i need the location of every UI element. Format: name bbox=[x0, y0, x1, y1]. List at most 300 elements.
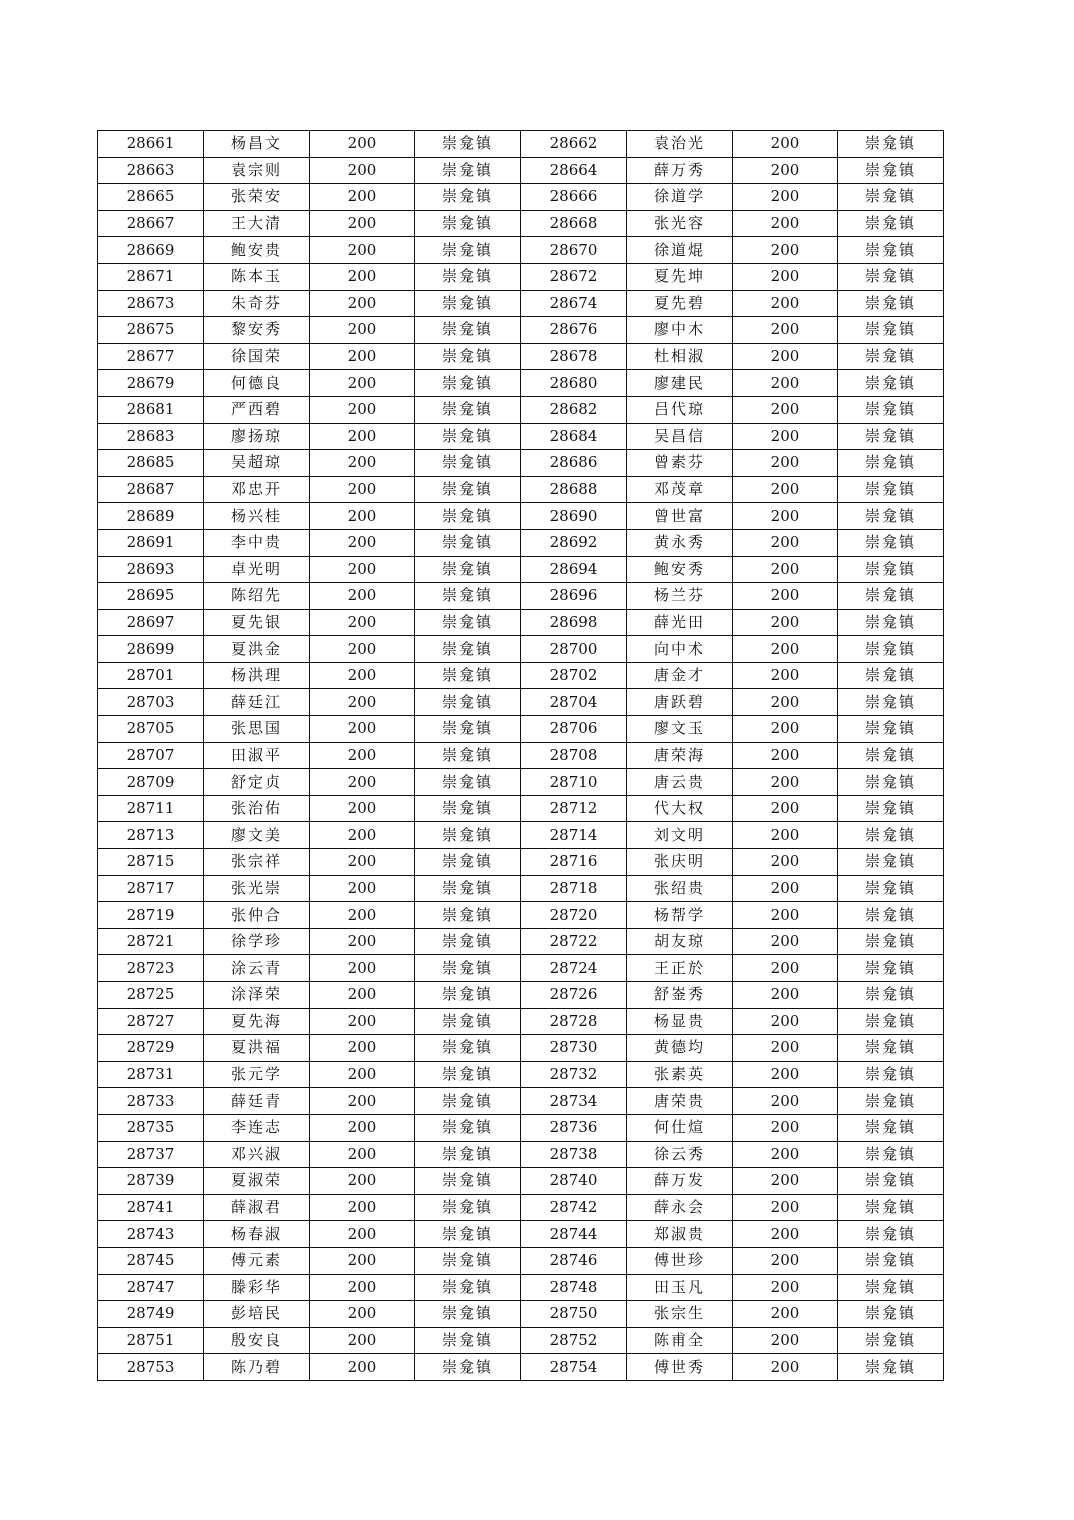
amount-cell: 200 bbox=[310, 928, 415, 955]
table-row bbox=[98, 662, 944, 689]
serial-number-cell: 28752 bbox=[521, 1327, 627, 1354]
name-cell: 吴昌信 bbox=[627, 423, 733, 450]
town-cell: 崇龛镇 bbox=[838, 1301, 944, 1328]
serial-number-cell: 28719 bbox=[98, 902, 204, 929]
name-cell: 杜相淑 bbox=[627, 343, 733, 370]
amount-cell: 200 bbox=[310, 1327, 415, 1354]
amount-cell: 200 bbox=[310, 1035, 415, 1062]
town-cell: 崇龛镇 bbox=[838, 928, 944, 955]
name-cell: 夏先坤 bbox=[627, 263, 733, 290]
town-cell: 崇龛镇 bbox=[838, 1088, 944, 1115]
name-cell: 廖文美 bbox=[204, 822, 310, 849]
name-cell: 张庆明 bbox=[627, 849, 733, 876]
amount-cell: 200 bbox=[733, 503, 838, 530]
amount-cell: 200 bbox=[310, 131, 415, 158]
name-cell: 薛万发 bbox=[627, 1168, 733, 1195]
amount-cell: 200 bbox=[733, 237, 838, 264]
name-cell: 黄德均 bbox=[627, 1035, 733, 1062]
town-cell: 崇龛镇 bbox=[415, 210, 521, 237]
amount-cell: 200 bbox=[733, 716, 838, 743]
amount-cell: 200 bbox=[310, 609, 415, 636]
name-cell: 李连志 bbox=[204, 1114, 310, 1141]
serial-number-cell: 28709 bbox=[98, 769, 204, 796]
amount-cell: 200 bbox=[310, 237, 415, 264]
serial-number-cell: 28737 bbox=[98, 1141, 204, 1168]
table-row bbox=[98, 689, 944, 716]
amount-cell: 200 bbox=[310, 849, 415, 876]
serial-number-cell: 28677 bbox=[98, 343, 204, 370]
amount-cell: 200 bbox=[310, 902, 415, 929]
name-cell: 舒崟秀 bbox=[627, 982, 733, 1009]
serial-number-cell: 28718 bbox=[521, 875, 627, 902]
amount-cell: 200 bbox=[733, 662, 838, 689]
serial-number-cell: 28754 bbox=[521, 1354, 627, 1381]
town-cell: 崇龛镇 bbox=[838, 662, 944, 689]
amount-cell: 200 bbox=[733, 1008, 838, 1035]
town-cell: 崇龛镇 bbox=[838, 317, 944, 344]
serial-number-cell: 28741 bbox=[98, 1194, 204, 1221]
town-cell: 崇龛镇 bbox=[415, 450, 521, 477]
serial-number-cell: 28707 bbox=[98, 742, 204, 769]
name-cell: 夏洪福 bbox=[204, 1035, 310, 1062]
town-cell: 崇龛镇 bbox=[838, 290, 944, 317]
serial-number-cell: 28745 bbox=[98, 1247, 204, 1274]
serial-number-cell: 28661 bbox=[98, 131, 204, 158]
amount-cell: 200 bbox=[733, 184, 838, 211]
town-cell: 崇龛镇 bbox=[415, 1327, 521, 1354]
amount-cell: 200 bbox=[310, 875, 415, 902]
serial-number-cell: 28731 bbox=[98, 1061, 204, 1088]
name-cell: 唐荣贵 bbox=[627, 1088, 733, 1115]
amount-cell: 200 bbox=[733, 476, 838, 503]
name-cell: 薛淑君 bbox=[204, 1194, 310, 1221]
town-cell: 崇龛镇 bbox=[838, 955, 944, 982]
serial-number-cell: 28668 bbox=[521, 210, 627, 237]
name-cell: 涂泽荣 bbox=[204, 982, 310, 1009]
amount-cell: 200 bbox=[733, 450, 838, 477]
serial-number-cell: 28675 bbox=[98, 317, 204, 344]
serial-number-cell: 28750 bbox=[521, 1301, 627, 1328]
amount-cell: 200 bbox=[733, 928, 838, 955]
amount-cell: 200 bbox=[310, 1194, 415, 1221]
name-cell: 向中术 bbox=[627, 636, 733, 663]
amount-cell: 200 bbox=[310, 317, 415, 344]
serial-number-cell: 28702 bbox=[521, 662, 627, 689]
serial-number-cell: 28714 bbox=[521, 822, 627, 849]
town-cell: 崇龛镇 bbox=[415, 503, 521, 530]
town-cell: 崇龛镇 bbox=[415, 396, 521, 423]
table-row bbox=[98, 210, 944, 237]
town-cell: 崇龛镇 bbox=[415, 317, 521, 344]
name-cell: 代大权 bbox=[627, 795, 733, 822]
table-row bbox=[98, 583, 944, 610]
table-row bbox=[98, 822, 944, 849]
name-cell: 夏先碧 bbox=[627, 290, 733, 317]
name-cell: 薛廷江 bbox=[204, 689, 310, 716]
serial-number-cell: 28725 bbox=[98, 982, 204, 1009]
amount-cell: 200 bbox=[310, 503, 415, 530]
name-cell: 张绍贵 bbox=[627, 875, 733, 902]
serial-number-cell: 28732 bbox=[521, 1061, 627, 1088]
name-cell: 张素英 bbox=[627, 1061, 733, 1088]
amount-cell: 200 bbox=[310, 769, 415, 796]
town-cell: 崇龛镇 bbox=[838, 1061, 944, 1088]
amount-cell: 200 bbox=[310, 1141, 415, 1168]
amount-cell: 200 bbox=[310, 1088, 415, 1115]
serial-number-cell: 28681 bbox=[98, 396, 204, 423]
town-cell: 崇龛镇 bbox=[415, 849, 521, 876]
town-cell: 崇龛镇 bbox=[415, 1061, 521, 1088]
name-cell: 徐云秀 bbox=[627, 1141, 733, 1168]
name-cell: 张思国 bbox=[204, 716, 310, 743]
amount-cell: 200 bbox=[733, 210, 838, 237]
serial-number-cell: 28664 bbox=[521, 157, 627, 184]
town-cell: 崇龛镇 bbox=[838, 716, 944, 743]
name-cell: 薛光田 bbox=[627, 609, 733, 636]
town-cell: 崇龛镇 bbox=[838, 1327, 944, 1354]
serial-number-cell: 28710 bbox=[521, 769, 627, 796]
town-cell: 崇龛镇 bbox=[415, 1247, 521, 1274]
table-row bbox=[98, 450, 944, 477]
name-cell: 张治佑 bbox=[204, 795, 310, 822]
serial-number-cell: 28721 bbox=[98, 928, 204, 955]
serial-number-cell: 28686 bbox=[521, 450, 627, 477]
table-row bbox=[98, 1194, 944, 1221]
amount-cell: 200 bbox=[733, 982, 838, 1009]
town-cell: 崇龛镇 bbox=[415, 343, 521, 370]
amount-cell: 200 bbox=[733, 1061, 838, 1088]
table-row bbox=[98, 1061, 944, 1088]
town-cell: 崇龛镇 bbox=[415, 1114, 521, 1141]
amount-cell: 200 bbox=[733, 609, 838, 636]
table-row bbox=[98, 1168, 944, 1195]
town-cell: 崇龛镇 bbox=[415, 636, 521, 663]
amount-cell: 200 bbox=[733, 263, 838, 290]
amount-cell: 200 bbox=[733, 556, 838, 583]
serial-number-cell: 28679 bbox=[98, 370, 204, 397]
amount-cell: 200 bbox=[733, 423, 838, 450]
amount-cell: 200 bbox=[733, 1035, 838, 1062]
town-cell: 崇龛镇 bbox=[415, 1035, 521, 1062]
town-cell: 崇龛镇 bbox=[838, 476, 944, 503]
town-cell: 崇龛镇 bbox=[838, 795, 944, 822]
serial-number-cell: 28701 bbox=[98, 662, 204, 689]
table-row bbox=[98, 263, 944, 290]
serial-number-cell: 28738 bbox=[521, 1141, 627, 1168]
name-cell: 夏先银 bbox=[204, 609, 310, 636]
amount-cell: 200 bbox=[310, 955, 415, 982]
serial-number-cell: 28670 bbox=[521, 237, 627, 264]
serial-number-cell: 28678 bbox=[521, 343, 627, 370]
amount-cell: 200 bbox=[733, 1327, 838, 1354]
serial-number-cell: 28715 bbox=[98, 849, 204, 876]
name-cell: 徐国荣 bbox=[204, 343, 310, 370]
town-cell: 崇龛镇 bbox=[838, 1008, 944, 1035]
town-cell: 崇龛镇 bbox=[415, 662, 521, 689]
table-row bbox=[98, 157, 944, 184]
serial-number-cell: 28733 bbox=[98, 1088, 204, 1115]
town-cell: 崇龛镇 bbox=[415, 1274, 521, 1301]
serial-number-cell: 28723 bbox=[98, 955, 204, 982]
serial-number-cell: 28730 bbox=[521, 1035, 627, 1062]
serial-number-cell: 28680 bbox=[521, 370, 627, 397]
name-cell: 胡友琼 bbox=[627, 928, 733, 955]
amount-cell: 200 bbox=[733, 1354, 838, 1381]
serial-number-cell: 28690 bbox=[521, 503, 627, 530]
amount-cell: 200 bbox=[310, 396, 415, 423]
town-cell: 崇龛镇 bbox=[415, 556, 521, 583]
town-cell: 崇龛镇 bbox=[838, 210, 944, 237]
town-cell: 崇龛镇 bbox=[838, 1194, 944, 1221]
name-cell: 杨昌文 bbox=[204, 131, 310, 158]
name-cell: 夏先海 bbox=[204, 1008, 310, 1035]
serial-number-cell: 28667 bbox=[98, 210, 204, 237]
name-cell: 唐跃碧 bbox=[627, 689, 733, 716]
town-cell: 崇龛镇 bbox=[838, 636, 944, 663]
serial-number-cell: 28671 bbox=[98, 263, 204, 290]
amount-cell: 200 bbox=[310, 822, 415, 849]
name-cell: 徐道学 bbox=[627, 184, 733, 211]
town-cell: 崇龛镇 bbox=[415, 609, 521, 636]
amount-cell: 200 bbox=[733, 1114, 838, 1141]
amount-cell: 200 bbox=[733, 1301, 838, 1328]
town-cell: 崇龛镇 bbox=[415, 955, 521, 982]
amount-cell: 200 bbox=[733, 1141, 838, 1168]
town-cell: 崇龛镇 bbox=[838, 450, 944, 477]
table-body bbox=[98, 131, 944, 1381]
amount-cell: 200 bbox=[733, 131, 838, 158]
serial-number-cell: 28673 bbox=[98, 290, 204, 317]
name-cell: 陈乃碧 bbox=[204, 1354, 310, 1381]
name-cell: 吴超琼 bbox=[204, 450, 310, 477]
town-cell: 崇龛镇 bbox=[838, 1114, 944, 1141]
serial-number-cell: 28747 bbox=[98, 1274, 204, 1301]
name-cell: 夏洪金 bbox=[204, 636, 310, 663]
amount-cell: 200 bbox=[310, 476, 415, 503]
serial-number-cell: 28696 bbox=[521, 583, 627, 610]
town-cell: 崇龛镇 bbox=[838, 131, 944, 158]
town-cell: 崇龛镇 bbox=[415, 237, 521, 264]
name-cell: 朱奇芬 bbox=[204, 290, 310, 317]
serial-number-cell: 28711 bbox=[98, 795, 204, 822]
serial-number-cell: 28666 bbox=[521, 184, 627, 211]
amount-cell: 200 bbox=[310, 982, 415, 1009]
serial-number-cell: 28705 bbox=[98, 716, 204, 743]
amount-cell: 200 bbox=[733, 689, 838, 716]
table-row bbox=[98, 529, 944, 556]
table-row bbox=[98, 503, 944, 530]
amount-cell: 200 bbox=[733, 822, 838, 849]
table-row bbox=[98, 902, 944, 929]
serial-number-cell: 28700 bbox=[521, 636, 627, 663]
name-cell: 王大清 bbox=[204, 210, 310, 237]
town-cell: 崇龛镇 bbox=[415, 1141, 521, 1168]
name-cell: 邓茂章 bbox=[627, 476, 733, 503]
table-row bbox=[98, 928, 944, 955]
serial-number-cell: 28729 bbox=[98, 1035, 204, 1062]
town-cell: 崇龛镇 bbox=[838, 902, 944, 929]
town-cell: 崇龛镇 bbox=[838, 982, 944, 1009]
table-row bbox=[98, 1327, 944, 1354]
table-row bbox=[98, 396, 944, 423]
table-row bbox=[98, 1088, 944, 1115]
town-cell: 崇龛镇 bbox=[415, 875, 521, 902]
table-row bbox=[98, 1247, 944, 1274]
amount-cell: 200 bbox=[733, 955, 838, 982]
town-cell: 崇龛镇 bbox=[415, 1168, 521, 1195]
table-row bbox=[98, 769, 944, 796]
table-row bbox=[98, 636, 944, 663]
town-cell: 崇龛镇 bbox=[415, 982, 521, 1009]
town-cell: 崇龛镇 bbox=[415, 689, 521, 716]
town-cell: 崇龛镇 bbox=[838, 609, 944, 636]
town-cell: 崇龛镇 bbox=[838, 370, 944, 397]
serial-number-cell: 28708 bbox=[521, 742, 627, 769]
town-cell: 崇龛镇 bbox=[838, 1168, 944, 1195]
serial-number-cell: 28717 bbox=[98, 875, 204, 902]
name-cell: 田淑平 bbox=[204, 742, 310, 769]
town-cell: 崇龛镇 bbox=[415, 822, 521, 849]
town-cell: 崇龛镇 bbox=[415, 1221, 521, 1248]
name-cell: 杨洪理 bbox=[204, 662, 310, 689]
town-cell: 崇龛镇 bbox=[838, 769, 944, 796]
amount-cell: 200 bbox=[733, 317, 838, 344]
table-row bbox=[98, 343, 944, 370]
table-row bbox=[98, 955, 944, 982]
serial-number-cell: 28687 bbox=[98, 476, 204, 503]
name-cell: 郑淑贵 bbox=[627, 1221, 733, 1248]
town-cell: 崇龛镇 bbox=[838, 822, 944, 849]
amount-cell: 200 bbox=[310, 290, 415, 317]
serial-number-cell: 28728 bbox=[521, 1008, 627, 1035]
amount-cell: 200 bbox=[733, 742, 838, 769]
table-row bbox=[98, 370, 944, 397]
serial-number-cell: 28665 bbox=[98, 184, 204, 211]
serial-number-cell: 28713 bbox=[98, 822, 204, 849]
town-cell: 崇龛镇 bbox=[838, 263, 944, 290]
name-cell: 傅元素 bbox=[204, 1247, 310, 1274]
name-cell: 张光容 bbox=[627, 210, 733, 237]
table-row bbox=[98, 1354, 944, 1381]
serial-number-cell: 28676 bbox=[521, 317, 627, 344]
name-cell: 刘文明 bbox=[627, 822, 733, 849]
amount-cell: 200 bbox=[733, 875, 838, 902]
serial-number-cell: 28748 bbox=[521, 1274, 627, 1301]
amount-cell: 200 bbox=[310, 423, 415, 450]
town-cell: 崇龛镇 bbox=[838, 1247, 944, 1274]
amount-cell: 200 bbox=[310, 1354, 415, 1381]
amount-cell: 200 bbox=[733, 529, 838, 556]
amount-cell: 200 bbox=[733, 1194, 838, 1221]
amount-cell: 200 bbox=[310, 157, 415, 184]
name-cell: 严西碧 bbox=[204, 396, 310, 423]
name-cell: 李中贵 bbox=[204, 529, 310, 556]
amount-cell: 200 bbox=[733, 902, 838, 929]
name-cell: 廖中木 bbox=[627, 317, 733, 344]
amount-cell: 200 bbox=[310, 795, 415, 822]
town-cell: 崇龛镇 bbox=[415, 1301, 521, 1328]
serial-number-cell: 28691 bbox=[98, 529, 204, 556]
serial-number-cell: 28695 bbox=[98, 583, 204, 610]
name-cell: 袁宗则 bbox=[204, 157, 310, 184]
name-cell: 涂云青 bbox=[204, 955, 310, 982]
name-cell: 王正於 bbox=[627, 955, 733, 982]
serial-number-cell: 28739 bbox=[98, 1168, 204, 1195]
town-cell: 崇龛镇 bbox=[838, 1221, 944, 1248]
town-cell: 崇龛镇 bbox=[415, 716, 521, 743]
name-cell: 黎安秀 bbox=[204, 317, 310, 344]
town-cell: 崇龛镇 bbox=[838, 1035, 944, 1062]
town-cell: 崇龛镇 bbox=[415, 1354, 521, 1381]
town-cell: 崇龛镇 bbox=[838, 1354, 944, 1381]
amount-cell: 200 bbox=[733, 849, 838, 876]
town-cell: 崇龛镇 bbox=[838, 875, 944, 902]
table-row bbox=[98, 237, 944, 264]
name-cell: 廖扬琼 bbox=[204, 423, 310, 450]
serial-number-cell: 28692 bbox=[521, 529, 627, 556]
town-cell: 崇龛镇 bbox=[838, 503, 944, 530]
serial-number-cell: 28698 bbox=[521, 609, 627, 636]
table-row bbox=[98, 982, 944, 1009]
name-cell: 何仕煊 bbox=[627, 1114, 733, 1141]
amount-cell: 200 bbox=[310, 343, 415, 370]
table-row bbox=[98, 609, 944, 636]
name-cell: 何德良 bbox=[204, 370, 310, 397]
town-cell: 崇龛镇 bbox=[415, 1088, 521, 1115]
serial-number-cell: 28706 bbox=[521, 716, 627, 743]
name-cell: 彭培民 bbox=[204, 1301, 310, 1328]
amount-cell: 200 bbox=[733, 1274, 838, 1301]
town-cell: 崇龛镇 bbox=[838, 1141, 944, 1168]
town-cell: 崇龛镇 bbox=[415, 131, 521, 158]
name-cell: 张宗生 bbox=[627, 1301, 733, 1328]
serial-number-cell: 28685 bbox=[98, 450, 204, 477]
serial-number-cell: 28724 bbox=[521, 955, 627, 982]
table-row bbox=[98, 742, 944, 769]
serial-number-cell: 28683 bbox=[98, 423, 204, 450]
serial-number-cell: 28734 bbox=[521, 1088, 627, 1115]
name-cell: 曾世富 bbox=[627, 503, 733, 530]
town-cell: 崇龛镇 bbox=[415, 157, 521, 184]
serial-number-cell: 28672 bbox=[521, 263, 627, 290]
amount-cell: 200 bbox=[310, 1221, 415, 1248]
amount-cell: 200 bbox=[733, 370, 838, 397]
serial-number-cell: 28753 bbox=[98, 1354, 204, 1381]
name-cell: 黄永秀 bbox=[627, 529, 733, 556]
amount-cell: 200 bbox=[310, 184, 415, 211]
name-cell: 薛廷青 bbox=[204, 1088, 310, 1115]
serial-number-cell: 28669 bbox=[98, 237, 204, 264]
name-cell: 杨帮学 bbox=[627, 902, 733, 929]
amount-cell: 200 bbox=[310, 583, 415, 610]
name-cell: 吕代琼 bbox=[627, 396, 733, 423]
serial-number-cell: 28726 bbox=[521, 982, 627, 1009]
table-row bbox=[98, 849, 944, 876]
serial-number-cell: 28693 bbox=[98, 556, 204, 583]
town-cell: 崇龛镇 bbox=[838, 529, 944, 556]
name-cell: 张宗祥 bbox=[204, 849, 310, 876]
table-row bbox=[98, 1008, 944, 1035]
amount-cell: 200 bbox=[310, 1247, 415, 1274]
serial-number-cell: 28694 bbox=[521, 556, 627, 583]
amount-cell: 200 bbox=[733, 1088, 838, 1115]
amount-cell: 200 bbox=[733, 769, 838, 796]
table-row bbox=[98, 1141, 944, 1168]
name-cell: 舒定贞 bbox=[204, 769, 310, 796]
name-cell: 张荣安 bbox=[204, 184, 310, 211]
name-cell: 邓兴淑 bbox=[204, 1141, 310, 1168]
table-row bbox=[98, 476, 944, 503]
